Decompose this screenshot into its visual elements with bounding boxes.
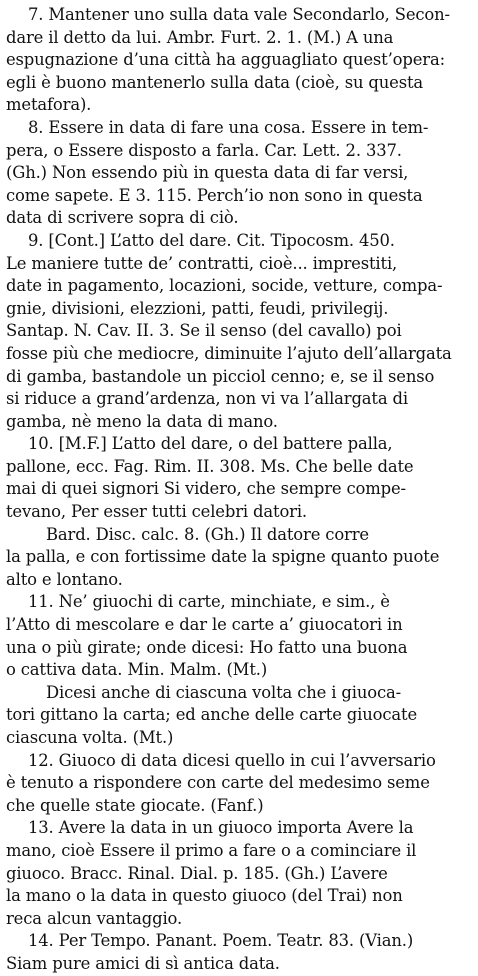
- text-line: 9. [Cont.] L’atto del dare. Cit. Tipocosm. 450.: [28, 230, 395, 250]
- text-line: Siam pure amici di sì antica data.: [6, 953, 280, 973]
- text-line: gamba, nè meno la data di mano.: [6, 411, 278, 431]
- text-line: tori gittano la carta; ed anche delle carte giuocate: [6, 705, 418, 725]
- text-line: Le maniere tutte de’ contratti, cioè... imprestiti,: [6, 253, 398, 273]
- text-line: egli è buono mantenerlo sulla data (cioè, su questa: [6, 72, 424, 92]
- text-line: tevano, Per esser tutti celebri datori.: [6, 502, 307, 522]
- text-line: una o più girate; onde dicesi: Ho fatto una buona: [6, 637, 408, 657]
- text-line: Bard. Disc. calc. 8. (Gh.) Il datore corre: [46, 524, 369, 544]
- text-line: 13. Avere la data in un giuoco importa Avere la: [28, 818, 414, 838]
- text-line: espugnazione d’una città ha agguagliato quest’opera:: [6, 50, 445, 70]
- text-line: mai di quei signori Si videro, che sempre compe-: [6, 479, 406, 499]
- text-line: o cattiva data. Min. Malm. (Mt.): [6, 660, 268, 680]
- text-line: 10. [M.F.] L’atto del dare, o del battere palla,: [28, 434, 393, 454]
- text-line: (Gh.) Non essendo più in questa data di far versi,: [6, 163, 409, 183]
- text-line: l’Atto di mescolare e dar le carte a’ giuocatori in: [6, 615, 403, 635]
- text-line: si riduce a grand’ardenza, non vi va l’allargata di: [6, 389, 408, 409]
- text-line: come sapete. E 3. 115. Perch’io non sono in questa: [6, 185, 423, 205]
- text-line: ciascuna volta. (Mt.): [6, 728, 174, 747]
- text-line: alto e lontano.: [6, 569, 123, 589]
- text-line: 8. Essere in data di fare una cosa. Essere in tem-: [28, 117, 429, 137]
- text-line: metafora).: [6, 95, 92, 115]
- text-line: 11. Ne’ giuochi di carte, minchiate, e sim., è: [28, 592, 390, 612]
- text-line: di gamba, bastandole un picciol cenno; e, se il senso: [6, 366, 435, 386]
- text-line: dare il detto da lui. Ambr. Furt. 2. 1. (M.) A una: [6, 27, 394, 47]
- text-line: 14. Per Tempo. Panant. Poem. Teatr. 83. (Vian.): [28, 931, 414, 951]
- text-line: Santap. N. Cav. II. 3. Se il senso (del cavallo) poi: [6, 321, 402, 341]
- text-line: pallone, ecc. Fag. Rim. II. 308. Ms. Che belle date: [6, 456, 414, 476]
- text-line: Dicesi anche di ciascuna volta che i giuoca-: [46, 682, 402, 702]
- text-line: 7. Mantener uno sulla data vale Secondarlo, Secon-: [28, 5, 450, 24]
- text-line: la mano o la data in questo giuoco (del Trai) non: [6, 886, 403, 906]
- text-line: date in pagamento, locazioni, socide, vetture, compa-: [6, 276, 443, 296]
- text-line: data di scrivere sopra di ciò.: [6, 208, 239, 228]
- text-line: giuoco. Bracc. Rinal. Dial. p. 185. (Gh.) L’avere: [6, 863, 388, 883]
- text-line: reca alcun vantaggio.: [6, 908, 183, 928]
- text-line: 12. Giuoco di data dicesi quello in cui l’avversario: [28, 750, 436, 770]
- text-line: la palla, e con fortissime date la spigne quanto puote: [6, 547, 440, 567]
- text-line: gnie, divisioni, elezzioni, patti, feudi, privilegij.: [6, 298, 389, 318]
- text-line: pera, o Essere disposto a farla. Car. Lett. 2. 337.: [6, 140, 402, 160]
- text-line: mano, cioè Essere il primo a fare o a cominciare il: [6, 840, 417, 860]
- text-line: è tenuto a rispondere con carte del medesimo seme: [6, 773, 430, 793]
- text-line: che quelle state giocate. (Fanf.): [6, 795, 264, 815]
- text-line: fosse più che mediocre, diminuite l’ajuto dell’allargata: [6, 343, 452, 363]
